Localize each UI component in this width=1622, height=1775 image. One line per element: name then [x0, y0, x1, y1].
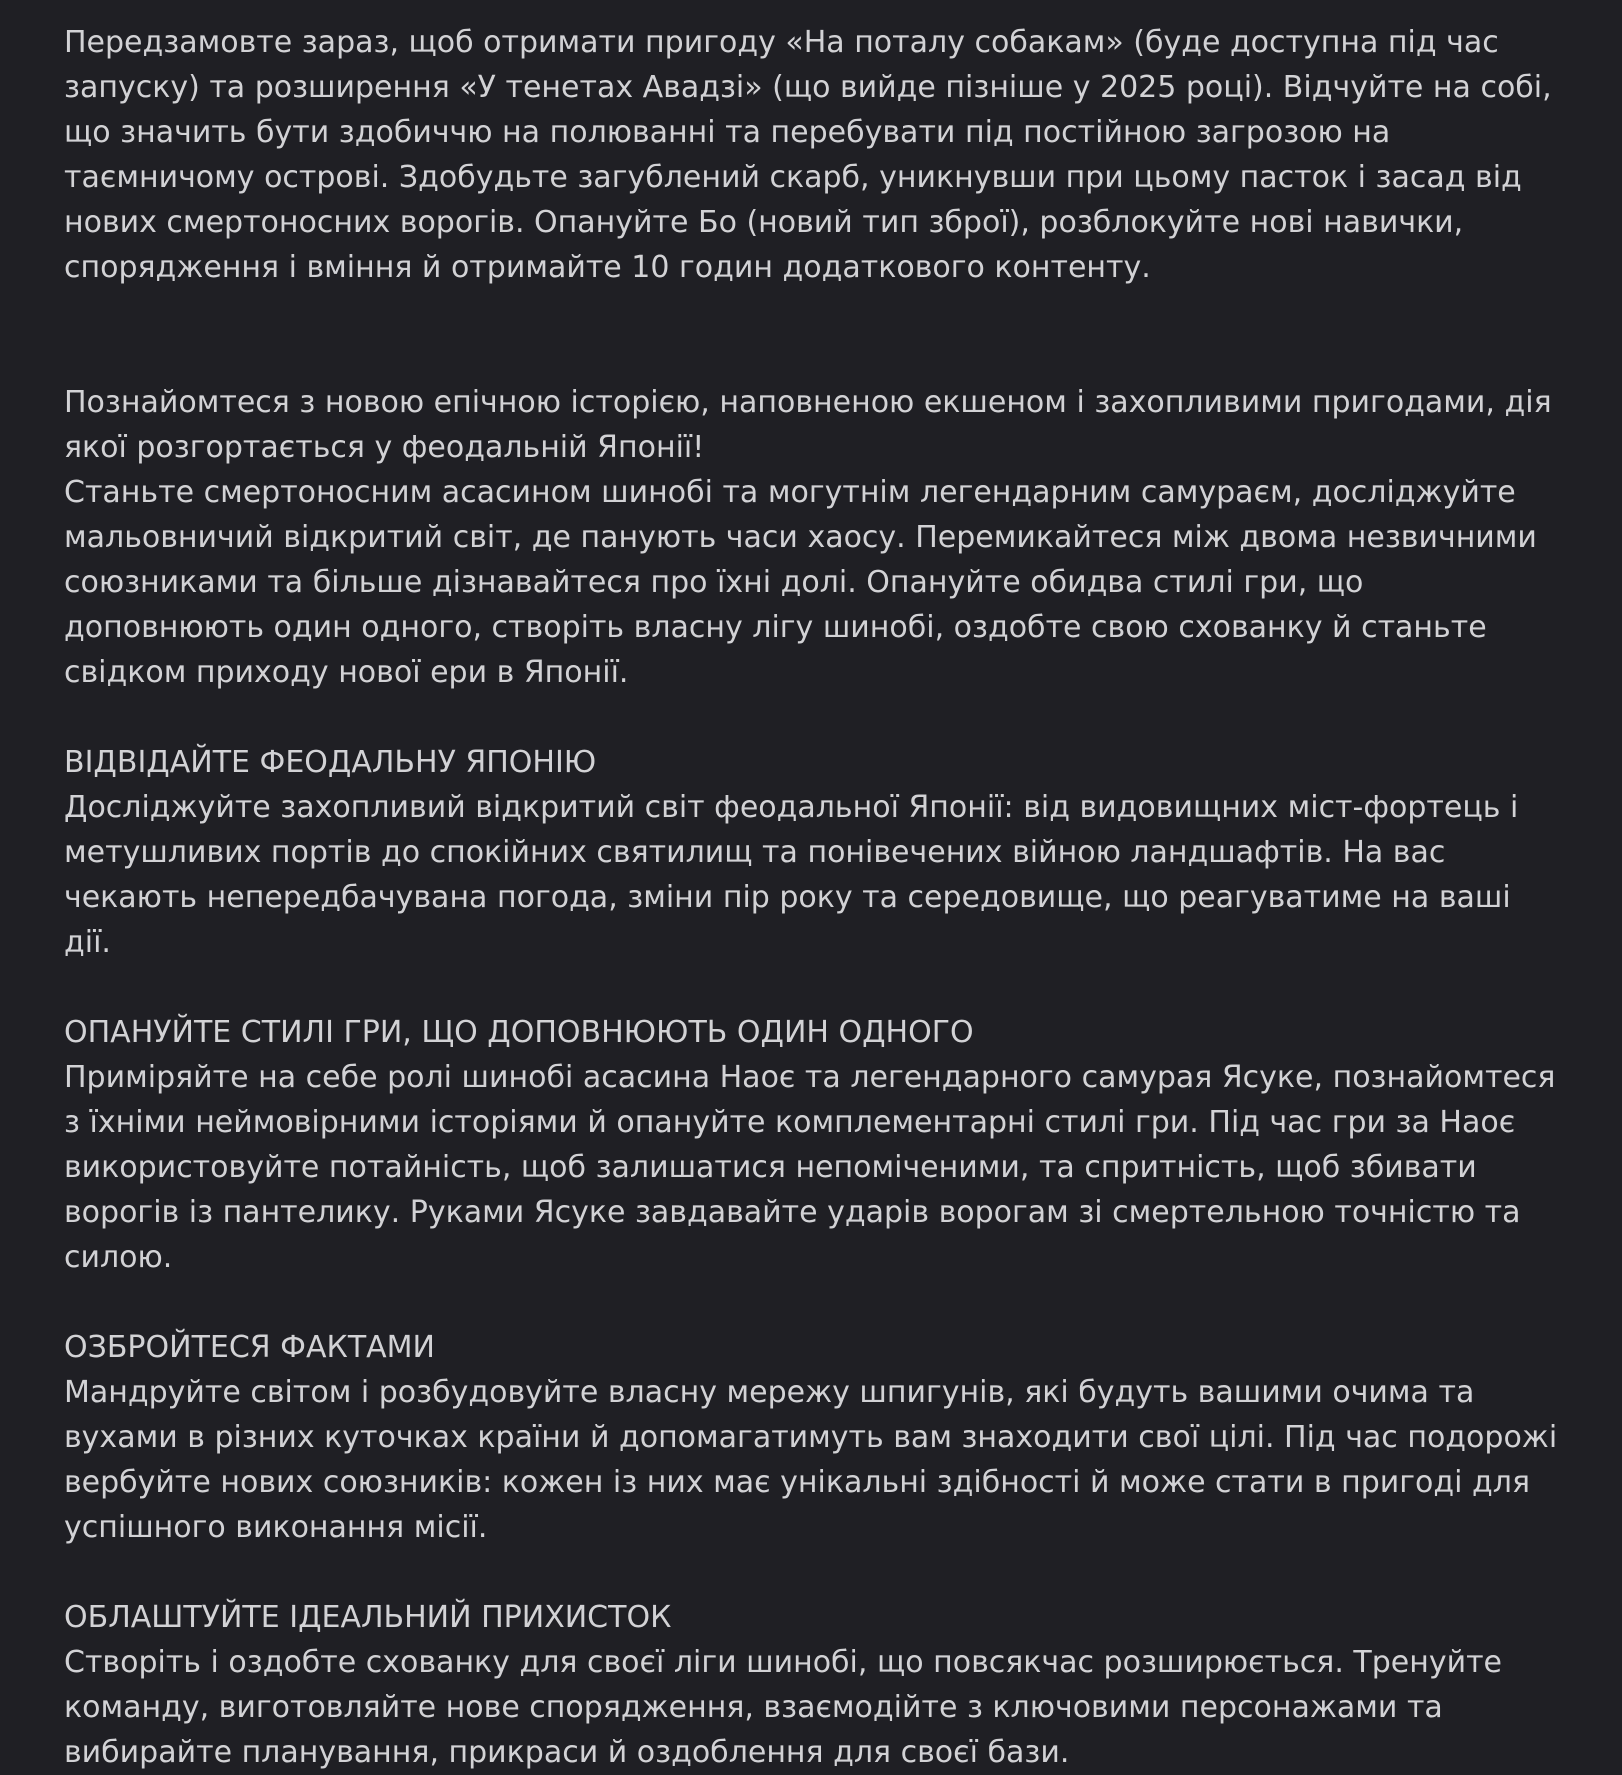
intro-paragraph: Познайомтеся з новою епічною історією, наповненою екшеном і захопливими пригодами, дія якої розгортається у феодальній Японії!	[64, 385, 1552, 465]
section-feudal-japan	[64, 740, 1558, 965]
section-heading: ОЗБРОЙТЕСЯ ФАКТАМИ	[64, 1330, 436, 1365]
section-intel	[64, 1325, 1558, 1550]
preorder-paragraph: Передзамовте зараз, щоб отримати пригоду «На поталу собакам» (буде доступна під час запуску) та розширення «У тенетах Авадзі» (що вийде пізніше у 2025 році). Відчуйте на собі, що значить бути здобиччю на полюванні та перебувати під постійною загрозою на таємничому острові. Здобудьте загублений скарб, уникнувши при цьому пасток і засад від нових смертоносних ворогів. Опануйте Бо (новий тип зброї), розблокуйте нові навички, спорядження і вміння й отримайте 10 годин додаткового контенту.	[64, 25, 1552, 285]
intro-paragraph-2: Станьте смертоносним асасином шинобі та могутнім легендарним самураєм, досліджуйте мальовничий відкритий світ, де панують часи хаосу. Перемикайтеся між двома незвичними союзниками та більше дізнавайтеся про їхні долі. Опануйте обидва стилі гри, що доповнюють один одного, створіть власну лігу шинобі, оздобте свою схованку й станьте свідком приходу нової ери в Японії.	[64, 475, 1537, 690]
section-body: Мандруйте світом і розбудовуйте власну мережу шпигунів, які будуть вашими очима та вухами в різних куточках країни й допомагатимуть вам знаходити свої цілі. Під час подорожі вербуйте нових союзників: кожен із них має унікальні здібності й може стати в пригоді для успішного виконання місії.	[64, 1375, 1558, 1545]
section-heading: ОПАНУЙТЕ СТИЛІ ГРИ, ЩО ДОПОВНЮЮТЬ ОДИН ОДНОГО	[64, 1015, 974, 1050]
section-body: Приміряйте на себе ролі шинобі асасина Наоє та легендарного самурая Ясуке, познайомтеся з їхніми неймовірними історіями й опануйте комплементарні стилі гри. Під час гри за Наоє використовуйте потайність, щоб залишатися непоміченими, та спритність, щоб збивати ворогів із пантелику. Руками Ясуке завдавайте ударів ворогам зі смертельною точністю та силою.	[64, 1060, 1556, 1275]
section-body: Створіть і оздобте схованку для своєї ліги шинобі, що повсякчас розширюється. Тренуйте команду, виготовляйте нове спорядження, взаємодійте з ключовими персонажами та вибирайте планування, прикраси й оздоблення для своєї бази.	[64, 1645, 1503, 1770]
section-hideout	[64, 1595, 1558, 1775]
section-body: Досліджуйте захопливий відкритий світ феодальної Японії: від видовищних міст-фортець і метушливих портів до спокійних святилищ та понівечених війною ландшафтів. На вас чекають непередбачувана погода, зміни пір року та середовище, що реагуватиме на ваші дії.	[64, 790, 1519, 960]
section-heading: ВІДВІДАЙТЕ ФЕОДАЛЬНУ ЯПОНІЮ	[64, 745, 597, 780]
section-heading: ОБЛАШТУЙТЕ ІДЕАЛЬНИЙ ПРИХИСТОК	[64, 1600, 672, 1635]
section-playstyles	[64, 1010, 1558, 1280]
